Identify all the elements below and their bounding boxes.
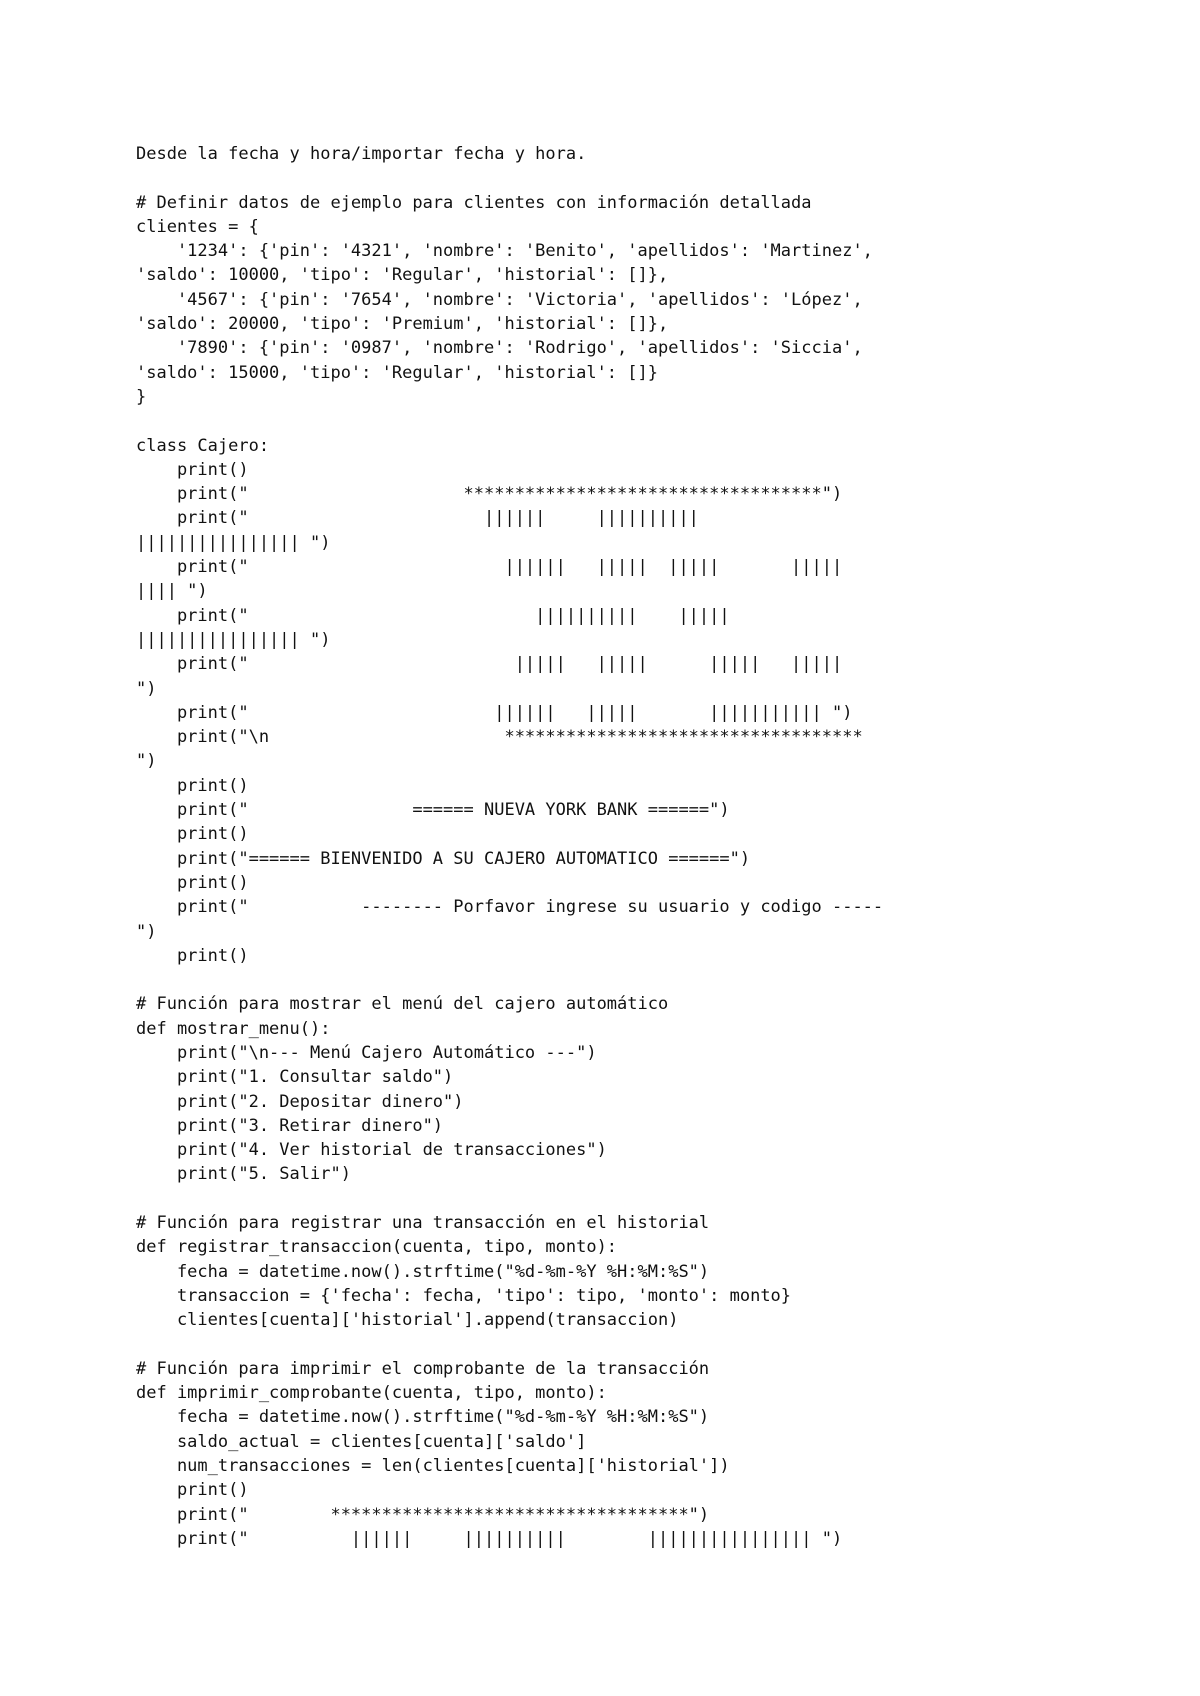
code-line: print(" |||||| ||||| ||||| ||||| — [136, 557, 843, 578]
code-line: class Cajero: — [136, 435, 270, 456]
code-line: '1234': {'pin': '4321', 'nombre': 'Benito', 'apellidos': 'Martinez', — [136, 241, 873, 262]
code-line: print(" ***********************************") — [136, 1504, 710, 1525]
code-line: print() — [136, 775, 249, 796]
code-line — [136, 1333, 1186, 1357]
code-line: def mostrar_menu(): — [136, 1018, 331, 1039]
code-line: ") — [136, 678, 157, 699]
code-line: # Función para registrar una transacción en el historial — [136, 1213, 710, 1234]
code-line: |||||||||||||||| ") — [136, 629, 331, 650]
code-line: clientes = { — [136, 216, 259, 237]
code-line: |||||||||||||||| ") — [136, 532, 331, 553]
code-line: clientes[cuenta]['historial'].append(transaccion) — [136, 1310, 679, 1331]
code-line: print("4. Ver historial de transacciones") — [136, 1140, 607, 1161]
code-line: print() — [136, 824, 249, 845]
code-line: |||| ") — [136, 581, 208, 602]
code-line: print(" |||||| |||||||||| — [136, 508, 699, 529]
code-line — [136, 968, 1186, 992]
code-line: print() — [136, 872, 249, 893]
code-line: def registrar_transaccion(cuenta, tipo, monto): — [136, 1237, 618, 1258]
code-line: print("\n *********************************** — [136, 727, 863, 748]
code-line: print(" -------- Porfavor ingrese su usuario y codigo ----- — [136, 897, 884, 918]
code-line: print("5. Salir") — [136, 1164, 351, 1185]
code-line: ") — [136, 921, 157, 942]
code-line — [136, 409, 1186, 433]
code-line: '7890': {'pin': '0987', 'nombre': 'Rodrigo', 'apellidos': 'Siccia', — [136, 338, 863, 359]
code-line: print("1. Consultar saldo") — [136, 1067, 454, 1088]
code-line: num_transacciones = len(clientes[cuenta]['historial']) — [136, 1456, 730, 1477]
code-line: print(" |||||| |||||||||| |||||||||||||||| ") — [136, 1528, 843, 1549]
code-line: def imprimir_comprobante(cuenta, tipo, monto): — [136, 1383, 607, 1404]
code-line: saldo_actual = clientes[cuenta]['saldo'] — [136, 1431, 587, 1452]
code-line: print("====== BIENVENIDO A SU CAJERO AUTOMATICO ======") — [136, 848, 751, 869]
code-line: 'saldo': 20000, 'tipo': 'Premium', 'historial': []}, — [136, 314, 669, 335]
code-line: print(" |||||| ||||| ||||||||||| ") — [136, 702, 853, 723]
code-listing — [136, 142, 1186, 1551]
code-line: print(" ***********************************") — [136, 484, 843, 505]
code-line: print() — [136, 1480, 249, 1501]
code-line — [136, 166, 1186, 190]
code-line: fecha = datetime.now().strftime("%d-%m-%Y %H:%M:%S") — [136, 1407, 710, 1428]
code-line: print("3. Retirar dinero") — [136, 1115, 444, 1136]
code-line: # Función para imprimir el comprobante de la transacción — [136, 1358, 710, 1379]
code-line: 'saldo': 15000, 'tipo': 'Regular', 'historial': []} — [136, 362, 658, 383]
code-line: print(" ||||| ||||| ||||| ||||| — [136, 654, 843, 675]
code-line: fecha = datetime.now().strftime("%d-%m-%Y %H:%M:%S") — [136, 1261, 710, 1282]
code-line: } — [136, 386, 147, 407]
code-line: print("2. Depositar dinero") — [136, 1091, 464, 1112]
code-line: print(" ====== NUEVA YORK BANK ======") — [136, 800, 730, 821]
code-line: # Definir datos de ejemplo para clientes con información detallada — [136, 192, 812, 213]
code-line: print() — [136, 459, 249, 480]
code-line: transaccion = {'fecha': fecha, 'tipo': tipo, 'monto': monto} — [136, 1285, 792, 1306]
code-line: # Función para mostrar el menú del cajero automático — [136, 994, 669, 1015]
code-line: print("\n--- Menú Cajero Automático ---") — [136, 1042, 597, 1063]
code-line — [136, 1187, 1186, 1211]
code-line: Desde la fecha y hora/importar fecha y hora. — [136, 144, 587, 164]
code-line: ") — [136, 751, 157, 772]
code-line: '4567': {'pin': '7654', 'nombre': 'Victoria', 'apellidos': 'López', — [136, 289, 863, 310]
code-line: print(" |||||||||| ||||| — [136, 605, 730, 626]
code-line: 'saldo': 10000, 'tipo': 'Regular', 'historial': []}, — [136, 265, 669, 286]
code-line: print() — [136, 945, 249, 966]
